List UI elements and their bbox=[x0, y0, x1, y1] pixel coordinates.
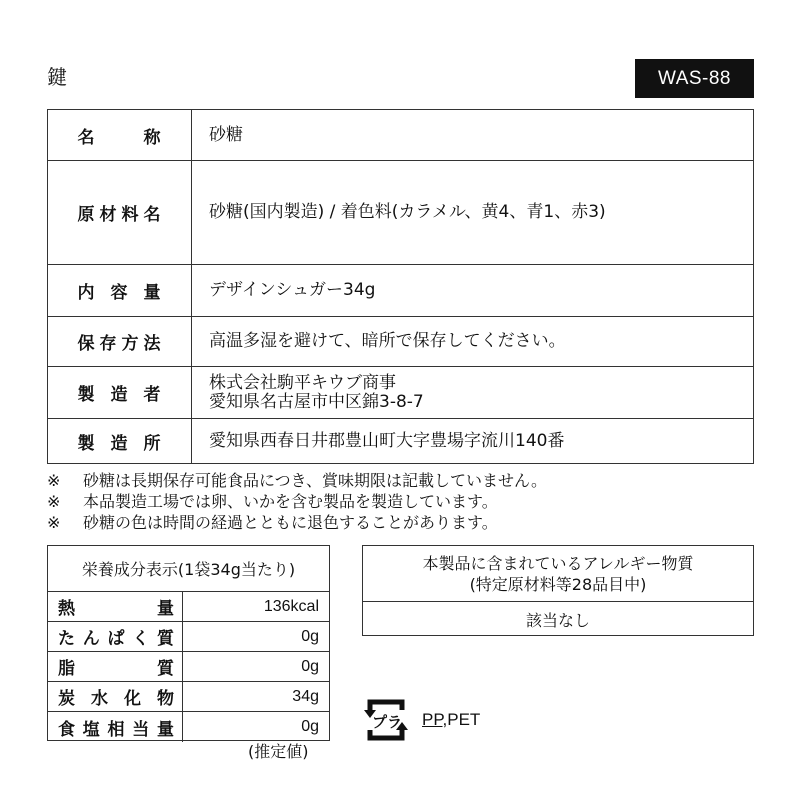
packaging-materials: PP,PET bbox=[422, 710, 481, 729]
notes-list bbox=[47, 470, 547, 533]
nutrition-value: 136kcal bbox=[263, 597, 319, 615]
nutrition-label: 炭水化物 bbox=[58, 689, 174, 709]
info-row-manufacturer bbox=[48, 366, 753, 418]
allergy-value: 該当なし bbox=[525, 610, 590, 630]
nutrition-value: 0g bbox=[301, 718, 319, 735]
material-pet: PET bbox=[447, 710, 481, 729]
info-value-address: 愛知県名古屋市中区錦3-8-7 bbox=[209, 391, 424, 412]
note-mark: ※ bbox=[47, 492, 61, 511]
nutrition-row bbox=[48, 622, 329, 652]
nutrition-label: 脂質 bbox=[58, 659, 174, 679]
nutrition-table bbox=[47, 545, 330, 741]
info-value: 高温多湿を避けて、暗所で保存してください。 bbox=[209, 331, 566, 351]
allergy-title: 本製品に含まれているアレルギー物質 bbox=[422, 553, 694, 573]
info-label: 内容量 bbox=[77, 283, 162, 303]
info-label: 保存方法 bbox=[77, 334, 162, 354]
info-row-ingredients bbox=[48, 160, 753, 264]
nutrition-row bbox=[48, 712, 329, 742]
material-pp: PP bbox=[422, 710, 443, 729]
allergy-subtitle: (特定原材料等28品目中) bbox=[469, 574, 647, 594]
info-row-storage bbox=[48, 316, 753, 366]
note-item: ※ 本品製造工場では卵、いかを含む製品を製造しています。 bbox=[47, 492, 498, 511]
info-row-name bbox=[48, 110, 753, 160]
info-value: 砂糖 bbox=[209, 124, 243, 145]
product-info-table bbox=[47, 109, 754, 464]
info-label: 原材料名 bbox=[77, 205, 162, 225]
nutrition-label: 食塩相当量 bbox=[58, 719, 174, 740]
nutrition-value: 34g bbox=[292, 687, 319, 705]
info-value: 砂糖(国内製造) / 着色料(カラメル、黄4、青1、赤3) bbox=[209, 202, 606, 222]
info-label: 製造者 bbox=[77, 385, 162, 405]
nutrition-title: 栄養成分表示(1袋34g当たり) bbox=[48, 546, 329, 592]
nutrition-value: 0g bbox=[301, 627, 319, 645]
note-item: ※ 砂糖は長期保存可能食品につき、賞味期限は記載していません。 bbox=[47, 471, 548, 490]
info-label: 名称 bbox=[77, 127, 162, 148]
nutrition-row bbox=[48, 592, 329, 622]
plastic-recycle-icon bbox=[360, 696, 412, 744]
info-value: デザインシュガー34g bbox=[209, 280, 376, 300]
nutrition-label: 熱量 bbox=[58, 599, 174, 619]
info-value: 愛知県西春日井郡豊山町大字豊場字流川140番 bbox=[209, 430, 565, 451]
nutrition-label: たんぱく質 bbox=[58, 629, 174, 649]
info-row-content-amount bbox=[48, 264, 753, 316]
note-item: ※ 砂糖の色は時間の経過とともに退色することがあります。 bbox=[47, 513, 498, 532]
recycle-mark-text: プラ bbox=[371, 713, 403, 731]
info-label: 製造所 bbox=[77, 433, 162, 454]
note-mark: ※ bbox=[47, 471, 61, 490]
product-key-label: 鍵 bbox=[47, 65, 67, 89]
nutrition-row bbox=[48, 682, 329, 712]
note-mark: ※ bbox=[47, 513, 61, 532]
allergy-box bbox=[362, 545, 754, 636]
info-row-factory bbox=[48, 418, 753, 463]
nutrition-estimate-note: (推定値) bbox=[248, 742, 309, 761]
product-code-badge: WAS-88 bbox=[635, 59, 754, 98]
info-value: 株式会社駒平キウブ商事 bbox=[209, 372, 396, 393]
allergy-heading bbox=[363, 546, 753, 602]
nutrition-row bbox=[48, 652, 329, 682]
nutrition-value: 0g bbox=[301, 657, 319, 675]
